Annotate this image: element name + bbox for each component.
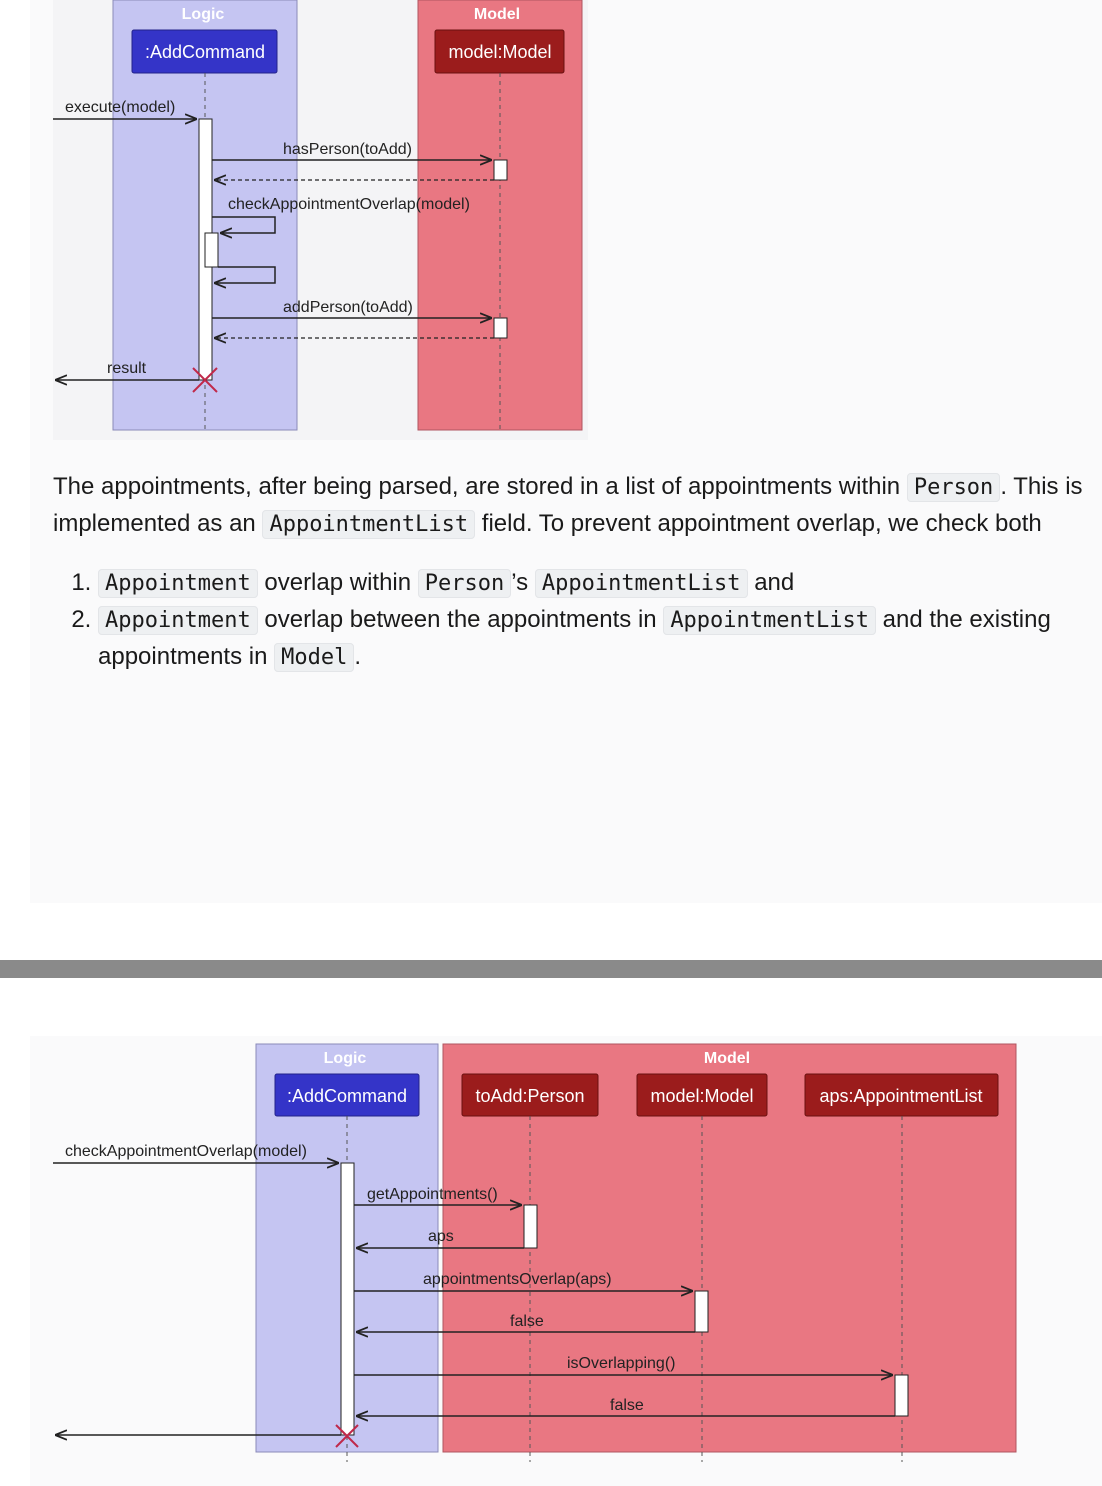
activation-self (205, 233, 218, 267)
label-false-2: false (610, 1397, 644, 1414)
activation-model-1 (494, 160, 507, 180)
label-aps-return: aps (428, 1228, 454, 1245)
svg-text:model:Model: model:Model (448, 42, 552, 62)
label-check-overlap: checkAppointmentOverlap(model) (65, 1143, 307, 1160)
overlap-checks-list (53, 565, 1098, 676)
paragraph: The appointments, after being parsed, are stored in a list of appointments within Person . This is implemented as an AppointmentList field. To prevent appointment overlap, we check both (53, 473, 1083, 537)
svg-text::AddCommand: :AddCommand (286, 1086, 408, 1106)
label-is-overlapping: isOverlapping() (567, 1355, 676, 1372)
description (53, 469, 1098, 676)
label-check-overlap: checkAppointmentOverlap(model) (228, 196, 470, 213)
label-get-appointments: getAppointments() (367, 1186, 498, 1203)
label-false-1: false (510, 1313, 544, 1330)
svg-text:aps:AppointmentList: aps:AppointmentList (819, 1086, 983, 1106)
activation-add-command (341, 1163, 354, 1435)
svg-text:toAdd:Person: toAdd:Person (475, 1086, 585, 1106)
label-has-person: hasPerson(toAdd) (283, 141, 412, 158)
logic-box-label: Logic (181, 6, 225, 23)
sequence-diagram-check-overlap (0, 1036, 1102, 1486)
logic-box-label: Logic (323, 1050, 367, 1067)
section-divider (0, 960, 1102, 978)
activation-model-2 (494, 318, 507, 338)
model-box-label: Model (473, 6, 521, 23)
label-appointments-overlap: appointmentsOverlap(aps) (423, 1271, 612, 1288)
activation-to-add (524, 1205, 537, 1248)
activation-aps (895, 1375, 908, 1416)
list-item: 2. Appointment overlap between the appointments in AppointmentList and the existing appointments in Model . (98, 602, 1098, 676)
label-add-person: addPerson(toAdd) (283, 299, 413, 316)
sequence-diagram-add-command (0, 0, 600, 440)
svg-text:model:Model: model:Model (650, 1086, 754, 1106)
svg-text::AddCommand: :AddCommand (144, 42, 266, 62)
label-result: result (107, 360, 147, 377)
label-execute: execute(model) (65, 99, 176, 116)
activation-model (695, 1291, 708, 1332)
list-item: 1. Appointment overlap within Person ’s AppointmentList and (98, 565, 1098, 602)
model-box-label: Model (703, 1050, 751, 1067)
